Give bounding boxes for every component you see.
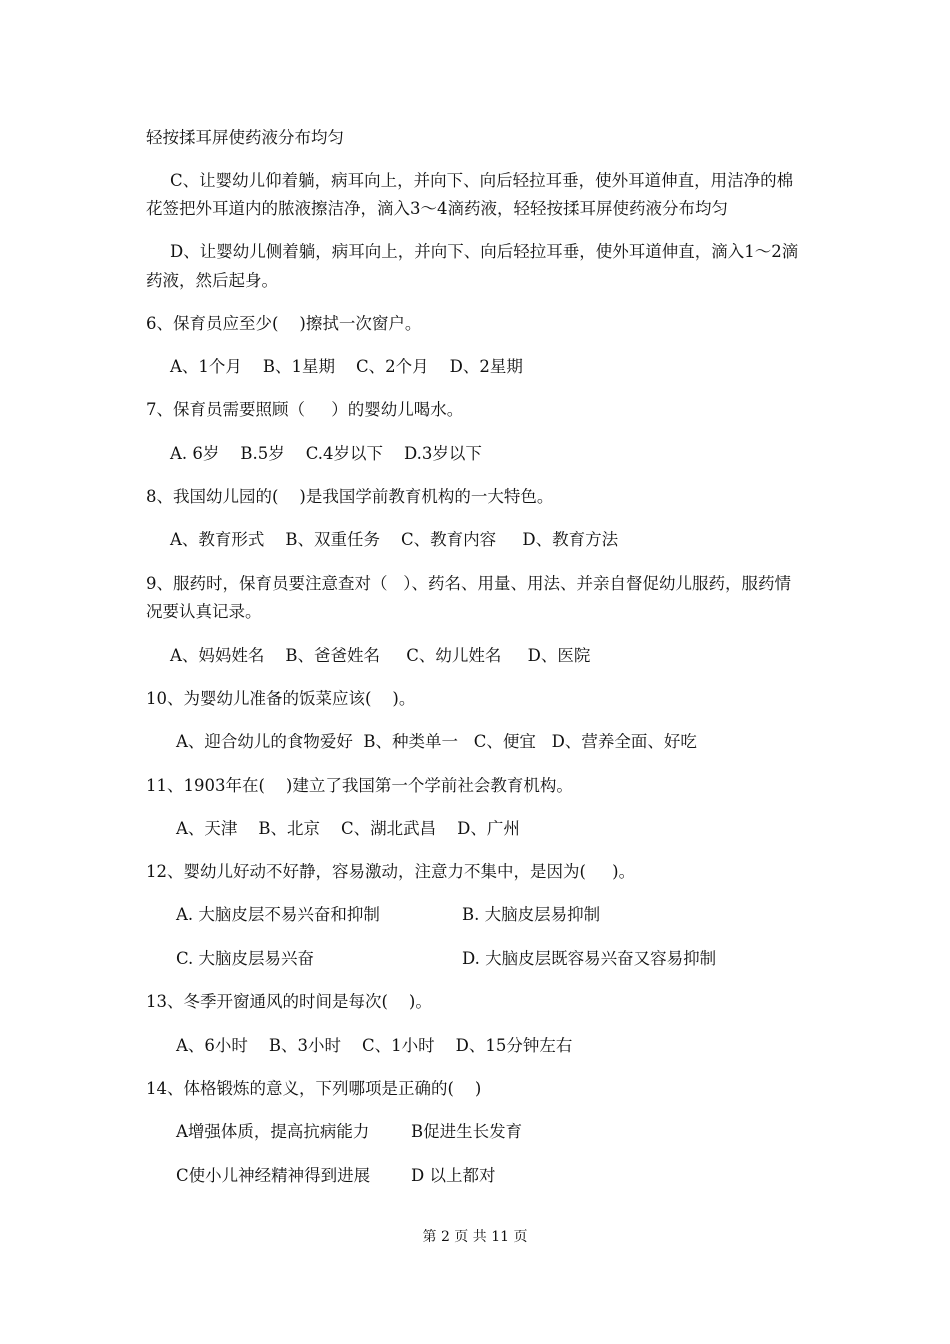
question-11: 11、1903年在( )建立了我国第一个学前社会教育机构。 bbox=[146, 776, 573, 795]
question-12-option-a: A. 大脑皮层不易兴奋和抑制 bbox=[176, 905, 380, 924]
question-11-options: A、天津 B、北京 C、湖北武昌 D、广州 bbox=[176, 819, 520, 838]
option-c-text: C、让婴幼儿仰着躺，病耳向上，并向下、向后轻拉耳垂，使外耳道伸直，用洁净的棉 bbox=[170, 171, 794, 190]
question-13-options: A、6小时 B、3小时 C、1小时 D、15分钟左右 bbox=[176, 1036, 573, 1055]
question-9-options: A、妈妈姓名 B、爸爸姓名 C、幼儿姓名 D、医院 bbox=[170, 646, 591, 665]
option-d-text-continued: 药液，然后起身。 bbox=[146, 271, 278, 290]
question-9-continued: 况要认真记录。 bbox=[146, 602, 262, 621]
question-14-option-d: D 以上都对 bbox=[411, 1166, 496, 1185]
question-14-option-c: C使小儿神经精神得到进展 bbox=[176, 1166, 371, 1185]
question-6: 6、保育员应至少( )擦拭一次窗户。 bbox=[146, 314, 422, 333]
question-10-options: A、迎合幼儿的食物爱好 B、种类单一 C、便宜 D、营养全面、好吃 bbox=[176, 732, 697, 751]
question-9: 9、服药时，保育员要注意查对（ ）、药名、用量、用法、并亲自督促幼儿服药，服药情 bbox=[146, 574, 791, 593]
question-14: 14、体格锻炼的意义，下列哪项是正确的( ) bbox=[146, 1079, 482, 1098]
question-13: 13、冬季开窗通风的时间是每次( )。 bbox=[146, 992, 432, 1011]
question-6-options: A、1个月 B、1星期 C、2个月 D、2星期 bbox=[170, 357, 523, 376]
question-12-option-c: C. 大脑皮层易兴奋 bbox=[176, 949, 315, 968]
question-14-option-a: A增强体质，提高抗病能力 bbox=[176, 1122, 370, 1141]
question-12: 12、婴幼儿好动不好静，容易激动，注意力不集中，是因为( )。 bbox=[146, 862, 636, 881]
option-c-text-continued: 花签把外耳道内的脓液擦洁净，滴入3～4滴药液，轻轻按揉耳屏使药液分布均匀 bbox=[146, 199, 728, 218]
question-12-option-b: B. 大脑皮层易抑制 bbox=[462, 905, 601, 924]
text-line: 轻按揉耳屏使药液分布均匀 bbox=[146, 128, 344, 147]
question-12-option-d: D. 大脑皮层既容易兴奋又容易抑制 bbox=[462, 949, 717, 968]
question-10: 10、为婴幼儿准备的饭菜应该( )。 bbox=[146, 689, 416, 708]
question-14-option-b: B促进生长发育 bbox=[411, 1122, 523, 1141]
page-number-footer: 第 2 页 共 11 页 bbox=[422, 1229, 528, 1245]
option-d-text: D、让婴幼儿侧着躺，病耳向上，并向下、向后轻拉耳垂，使外耳道伸直，滴入1～2滴 bbox=[170, 242, 799, 261]
question-7: 7、保育员需要照顾（ ）的婴幼儿喝水。 bbox=[146, 400, 464, 419]
question-7-options: A. 6岁 B.5岁 C.4岁以下 D.3岁以下 bbox=[170, 444, 482, 463]
question-8: 8、我国幼儿园的( )是我国学前教育机构的一大特色。 bbox=[146, 487, 554, 506]
question-8-options: A、教育形式 B、双重任务 C、教育内容 D、教育方法 bbox=[170, 530, 619, 549]
